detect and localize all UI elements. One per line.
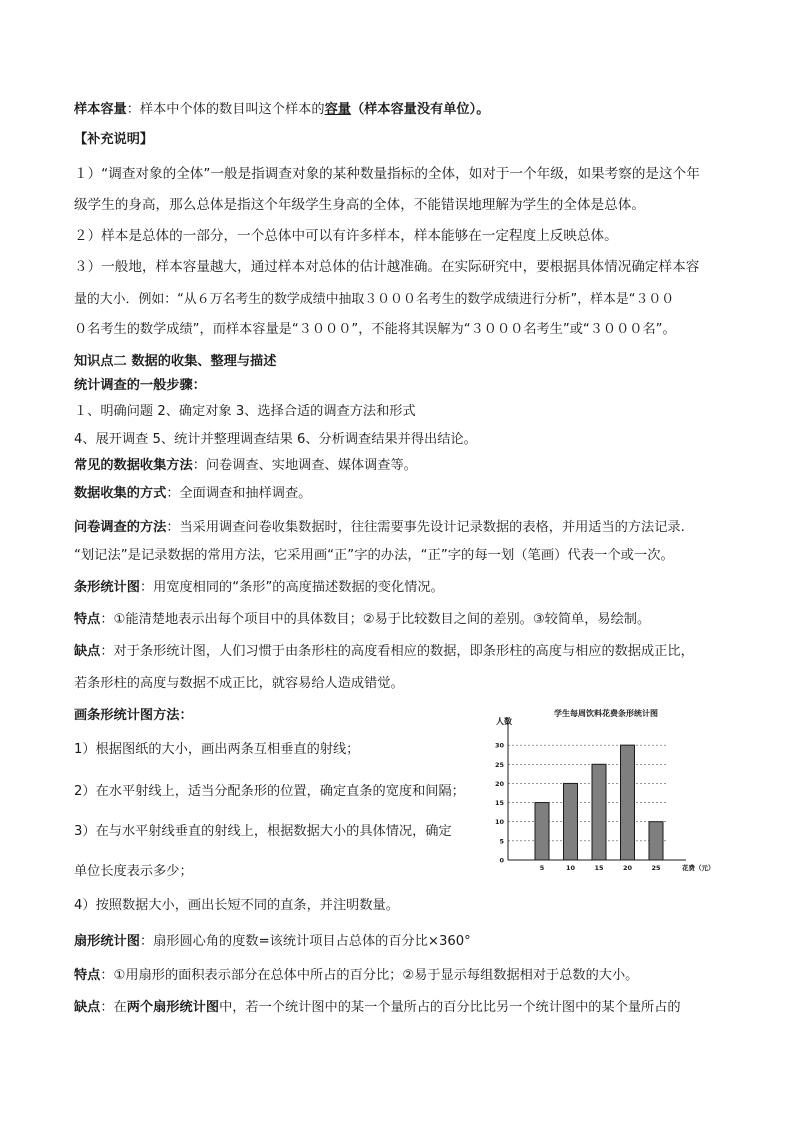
draw-step-4: 4）按照数据大小，画出长短不同的直条，并注明数量。 [74, 898, 399, 913]
note-1-line-1: １）“调查对象的全体”一般是指调查对象的某种数量指标的全体，如对于一个年级，如果考察的是这个年 [74, 166, 700, 182]
bar [621, 745, 635, 860]
y-tick-label: 20 [494, 779, 504, 788]
x-axis-label: 花费（元） [682, 864, 715, 872]
term-underlined: 容量 [324, 102, 351, 117]
bar [564, 783, 578, 860]
note-2: ２）样本是总体的一部分，一个总体中可以有许多样本，样本能够在一定程度上反映总体。 [74, 228, 618, 244]
text: ：在 [100, 1000, 127, 1015]
text: ：全面调查和抽样调查。 [166, 486, 312, 501]
steps-line-1: １、明确问题 2、确定对象 3、选择合适的调查方法和形式 [74, 404, 416, 419]
text: 中，若一个统计图中的某一个量所占的百分比比另一个统计图中的某个量所占的 [219, 1000, 681, 1015]
text: ：当采用调查问卷收集数据时，往往需要事先设计记录数据的表格，并用适当的方法记录. [166, 520, 685, 535]
steps-line-2: 4、展开调查 5、统计并整理调查结果 6、分析调查结果并得出结论。 [74, 432, 477, 447]
chart-title: 学生每周饮料花费条形统计图 [554, 709, 658, 718]
term-label: 样本容量 [74, 102, 127, 117]
draw-step-2: 2）在水平射线上，适当分配条形的位置，确定直条的宽度和间隔； [74, 784, 465, 799]
bar [535, 803, 549, 860]
x-tick-label: 5 [539, 864, 545, 872]
label: 缺点 [74, 644, 101, 659]
text: ：①能清楚地表示出每个项目中的具体数目；②易于比较数目之间的差别。③较简单，易绘制。 [100, 612, 651, 627]
x-tick-label: 20 [622, 864, 633, 872]
label: 数据收集的方式 [74, 486, 167, 501]
draw-step-1: 1）根据图纸的大小，画出两条互相垂直的射线； [74, 742, 360, 757]
label: 常见的数据收集方法 [74, 458, 193, 473]
y-tick-label: 5 [499, 837, 504, 846]
bar-chart-def [74, 578, 444, 598]
pie-chart-def [74, 932, 471, 952]
text: ：扇形圆心角的度数=该统计项目占总体的百分比×360° [139, 934, 471, 949]
text: ：用宽度相同的“条形”的高度描述数据的变化情况。 [139, 580, 444, 595]
questionnaire-line-1 [74, 518, 685, 538]
sample-size-paragraph [74, 100, 489, 120]
text: ：①用扇形的面积表示部分在总体中所占的百分比；②易于显示每组数据相对于总数的大小。 [100, 968, 639, 983]
draw-method-title: 画条形统计图方法： [74, 708, 193, 723]
x-tick-label: 25 [651, 864, 661, 872]
pie-chart-cons [74, 998, 681, 1018]
y-tick-label: 25 [494, 760, 504, 769]
bar-chart [486, 700, 722, 880]
bar-chart-cons-line-1 [74, 642, 694, 662]
steps-title: 统计调查的一般步骤： [74, 378, 206, 393]
questionnaire-line-2: “划记法”是记录数据的常用方法，它采用画“正”字的办法，“正”字的每一划（笔画）代表一个或一次。 [74, 548, 674, 563]
note-3-line-3: ０名考生的数学成绩”，而样本容量是“３０００”，不能将其误解为“３０００名考生”或“３０００名”。 [74, 322, 676, 337]
bar-chart-features [74, 610, 650, 630]
y-tick-label: 10 [494, 818, 504, 827]
bar [592, 764, 606, 860]
draw-step-3-line-2: 单位长度表示多少； [74, 864, 193, 879]
note-3-line-1: ３）一般地，样本容量越大，通过样本对总体的估计越准确。在实际研究中，要根据具体情况确定样本容 [74, 259, 700, 275]
label: 扇形统计图 [74, 934, 140, 949]
methods-line [74, 456, 417, 476]
y-tick-label: 15 [494, 799, 504, 808]
ways-line [74, 484, 311, 504]
supplement-title: 【补充说明】 [74, 132, 154, 147]
text: （样本容量没有单位）。 [350, 102, 490, 117]
kp2-title: 知识点二 数据的收集、整理与描述 [74, 354, 277, 369]
y-axis-label: 人数 [496, 717, 512, 726]
label: 特点 [74, 968, 101, 983]
text-bold: 两个扇形统计图 [126, 1000, 220, 1015]
bar-chart-cons-line-2: 若条形柱的高度与数据不成正比，就容易给人造成错觉。 [74, 676, 404, 691]
note-1-line-2: 级学生的身高，那么总体是指这个年级学生身高的全体，不能错误地理解为学生的全体是总体。 [74, 197, 645, 213]
pie-chart-features [74, 966, 638, 986]
text: ：对于条形统计图，人们习惯于由条形柱的高度看相应的数据，即条形柱的高度与相应的数据成正比， [100, 644, 694, 659]
origin-label: 0 [499, 856, 504, 865]
label: 问卷调查的方法 [74, 520, 167, 535]
text: ：问卷调查、实地调查、媒体调查等。 [192, 458, 417, 473]
x-tick-label: 15 [594, 864, 604, 872]
draw-step-3-line-1: 3）在与水平射线垂直的射线上，根据数据大小的具体情况，确定 [74, 824, 452, 839]
label: 特点 [74, 612, 101, 627]
x-tick-label: 10 [565, 864, 576, 872]
bar [649, 822, 663, 860]
note-3-line-2: 量的大小．例如：“从６万名考生的数学成绩中抽取３０００名考生的数学成绩进行分析”，样本是“３００ [74, 292, 675, 307]
text: ：样本中个体的数目叫这个样本的 [126, 102, 325, 117]
label: 缺点 [74, 1000, 101, 1015]
label: 条形统计图 [74, 580, 140, 595]
y-tick-label: 30 [494, 741, 504, 750]
